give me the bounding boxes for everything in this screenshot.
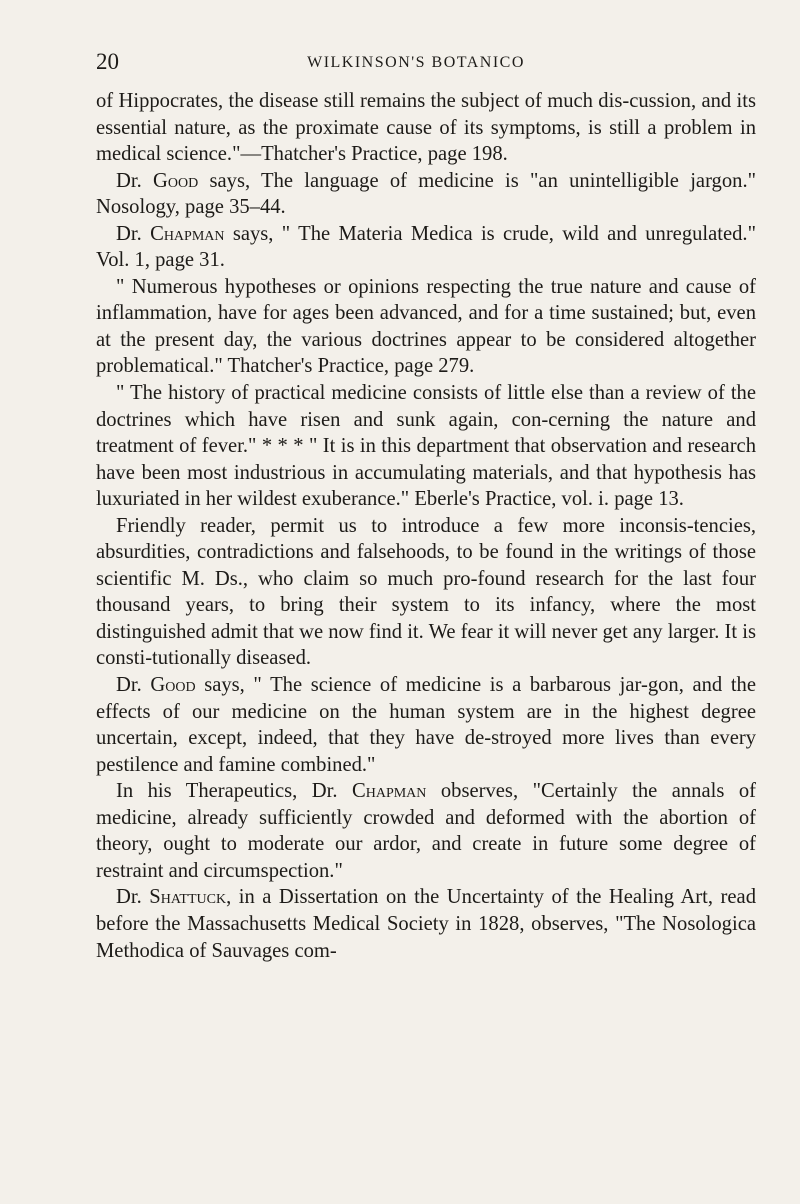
page-number: 20	[96, 49, 119, 74]
paragraph-text: , in a Dissertation on the Uncertainty of the Healing Art, read before the Massachusetts Medical Society in 1828, observes, "The Nosologica Methodica of Sauvages com-	[96, 886, 756, 962]
paragraph-prefix: Dr.	[116, 169, 154, 192]
author-name: Chapman	[351, 780, 427, 803]
paragraph-dr-good-quote	[96, 168, 756, 221]
author-name: Good	[153, 169, 199, 192]
paragraph-text: " The history of practical medicine consists of little else than a review of the doctrines which have risen and sunk again, con-cerning the nature and treatment of fever." * * * " It is in this department that observation and research have been most industrious in accumulating materials, and that hypothesis has luxuriated in her wildest exuberance." Eberle's Practice, vol. i. page 13.	[96, 382, 756, 511]
paragraph-therapeutics	[96, 778, 756, 884]
paragraph-prefix: In his Therapeutics, Dr.	[116, 780, 352, 803]
running-head: WILKINSON'S BOTANICO	[307, 54, 525, 71]
paragraph-prefix: Dr.	[116, 886, 150, 909]
author-name: Chapman	[150, 222, 225, 245]
paragraph-friendly-reader	[96, 513, 756, 672]
body-text	[96, 88, 756, 964]
paragraph-text: Friendly reader, permit us to introduce a few more inconsis-tencies, absurdities, contradictions and falsehoods, to be found in the writings of those scientific M. Ds., who claim so much pro-found research for the last four thousand years, to bring their system to its infancy, where the most distinguished admit that we now find it. We fear it will never get any larger. It is consti-tutionally diseased.	[96, 514, 756, 670]
paragraph-text: says, " The Materia Medica is crude, wild and unregulated." Vol. 1, page 31.	[96, 222, 756, 272]
paragraph-text: observes, "Certainly the annals of medicine, already sufficiently crowded and deformed with the abortion of theory, ought to moderate our ardor, and create in future some degree of restraint and circumspection."	[96, 780, 756, 882]
paragraph-text: says, The language of medicine is "an unintelligible jargon." Nosology, page 35–44.	[96, 169, 757, 219]
author-name: Shattuck	[149, 886, 227, 909]
paragraph-text: of Hippocrates, the disease still remains the subject of much dis-cussion, and its essential nature, as the proximate cause of its symptoms, is still a problem in medical science."—Thatcher's Practice, page 198.	[96, 90, 756, 166]
paragraph-dr-chapman-quote	[96, 221, 756, 274]
paragraph-history-quote	[96, 380, 756, 513]
paragraph-inflammation-quote	[96, 274, 756, 380]
paragraph-dr-shattuck	[96, 884, 756, 964]
paragraph-dr-good-science	[96, 672, 756, 778]
paragraph-continuation	[96, 88, 756, 168]
author-name: Good	[150, 674, 196, 697]
paragraph-prefix: Dr.	[116, 674, 151, 697]
paragraph-prefix: Dr.	[116, 222, 151, 245]
paragraph-text: " Numerous hypotheses or opinions respecting the true nature and cause of inflammation, have for ages been advanced, and for a time sustained; but, even at the present day, the various doctrines appear to be considered altogether problematical." Thatcher's Practice, page 279.	[96, 275, 756, 378]
paragraph-text: says, " The science of medicine is a barbarous jar-gon, and the effects of our medicine on the human system are in the highest degree uncertain, except, indeed, that they have de-stroyed more lives than every pestilence and famine combined."	[96, 674, 756, 776]
page-header	[96, 47, 756, 77]
